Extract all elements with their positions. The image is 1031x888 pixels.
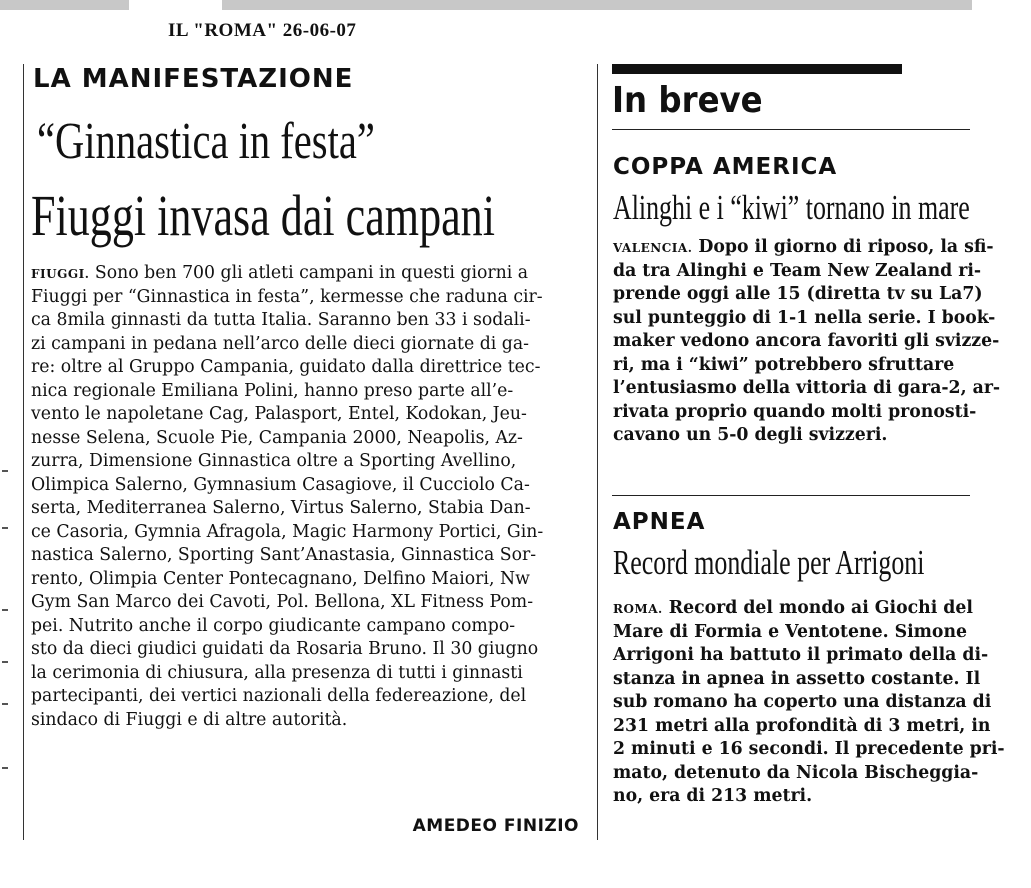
scan-tick: [2, 470, 8, 472]
body-line: l’entusiasmo della vittoria di gara-2, ar-: [613, 378, 1001, 398]
in-breve-top-bar: [612, 64, 902, 74]
body-line: prende oggi alle 15 (diretta tv su La7): [613, 284, 983, 304]
body-line: sindaco di Fiuggi e di altre autorità.: [31, 709, 348, 730]
body-line: 231 metri alla profondità di 3 metri, in: [613, 715, 991, 736]
scan-tick: [2, 527, 8, 529]
body-line: nesse Selena, Scuole Pie, Campania 2000, Neapolis, Az-: [31, 427, 523, 448]
body-line: rento, Olimpia Center Pontecagnano, Delfino Maiori, Nw: [31, 568, 530, 589]
body-line: serta, Mediterranea Salerno, Virtus Salerno, Stabia Dan-: [31, 498, 531, 518]
body-line: Arrigoni ha battuto il primato della di-: [613, 645, 989, 665]
headline-line-2: Fiuggi invasa dai campani: [31, 183, 495, 248]
body-line: ce Casoria, Gymnia Afragola, Magic Harmony Portici, Gin-: [31, 521, 544, 542]
scan-tick: [2, 767, 8, 769]
item-kicker-coppa-america: COPPA AMERICA: [613, 154, 838, 180]
item-headline-apnea: Record mondiale per Arrigoni: [613, 543, 925, 582]
article-body: [31, 262, 543, 732]
scan-tick: [2, 703, 8, 705]
body-line: zi campani in pedana nell’arco delle dieci giornate di ga-: [31, 333, 530, 354]
body-line: zurra, Dimensione Ginnastica oltre a Sporting Avellino,: [31, 451, 517, 471]
body-line: FIUGGI. Sono ben 700 gli atleti campani in questi giorni a: [31, 263, 529, 283]
scan-tick: [2, 609, 8, 611]
in-breve-title: In breve: [612, 80, 763, 121]
body-line: da tra Alinghi e Team New Zealand ri-: [613, 260, 982, 281]
body-line: ca 8mila ginnasti da tutta Italia. Saranno ben 33 i sodali-: [31, 310, 531, 330]
body-line: Olimpica Salerno, Gymnasium Casagiove, il Cucciolo Ca-: [31, 474, 530, 495]
body-line: ri, ma i “kiwi” potrebbero sfruttare: [613, 354, 955, 375]
column-divider: [597, 64, 598, 840]
body-line: Gym San Marco dei Cavoti, Pol. Bellona, XL Fitness Pom-: [31, 592, 534, 612]
body-line: pei. Nutrito anche il corpo giudicante campano compo-: [31, 615, 516, 636]
scan-tick: [2, 661, 8, 663]
scan-margin-bar-right: [222, 0, 972, 10]
body-line: sul punteggio di 1-1 nella serie. I book-: [613, 307, 996, 328]
item-separator: [612, 495, 970, 496]
dateline: VALENCIA.: [613, 241, 693, 255]
body-line: Fiuggi per “Ginnastica in festa”, kermesse che raduna cir-: [31, 286, 543, 307]
body-line: sto da dieci giudici guidati da Rosaria Bruno. Il 30 giugno: [31, 639, 539, 659]
dateline: ROMA.: [613, 602, 663, 616]
byline: AMEDEO FINIZIO: [412, 816, 579, 836]
body-line: ROMA. Record del mondo ai Giochi del: [613, 598, 973, 618]
body-line: nica regionale Emiliana Polini, hanno preso parte all’e-: [31, 380, 514, 401]
body-line: stanza in apnea in assetto costante. Il: [613, 668, 981, 689]
body-line: sub romano ha coperto una distanza di: [613, 692, 992, 712]
body-line: 2 minuti e 16 secondi. Il precedente pri-: [613, 739, 1005, 759]
body-line: re: oltre al Gruppo Campania, guidato dalla direttrice tec-: [31, 357, 541, 377]
body-line: partecipanti, dei vertici nazionali della federeazione, del: [31, 686, 527, 706]
article-kicker: LA MANIFESTAZIONE: [33, 64, 354, 94]
body-line: nastica Salerno, Sporting Sant’Anastasia, Ginnastica Sor-: [31, 545, 537, 565]
item-headline-coppa-america: Alinghi e i “kiwi” tornano in mare: [613, 188, 970, 227]
body-line: vento le napoletane Cag, Palasport, Entel, Kodokan, Jeu-: [31, 404, 527, 424]
body-line: mato, detenuto da Nicola Bischeggia-: [613, 762, 979, 783]
in-breve-rule: [612, 129, 970, 130]
body-line: no, era di 213 metri.: [613, 786, 813, 806]
item-kicker-apnea: APNEA: [613, 509, 706, 535]
body-line: Mare di Formia e Ventotene. Simone: [613, 621, 968, 642]
body-line: maker vedono ancora favoriti gli svizze-: [613, 331, 1000, 351]
item-body-apnea: [613, 597, 1005, 809]
body-line: VALENCIA. Dopo il giorno di riposo, la sfi-: [613, 237, 994, 257]
body-line: cavano un 5-0 degli svizzeri.: [613, 425, 888, 445]
source-label: IL "ROMA" 26-06-07: [168, 20, 357, 41]
body-line: la cerimonia di chiusura, alla presenza di tutti i ginnasti: [31, 662, 523, 683]
left-margin-rule: [23, 64, 24, 840]
dateline: FIUGGI.: [31, 267, 90, 281]
scan-margin-bar-left: [0, 0, 129, 10]
item-body-coppa-america: [613, 236, 1000, 448]
headline-line-1: “Ginnastica in festa”: [37, 113, 375, 170]
body-line: rivata proprio quando molti pronosti-: [613, 401, 977, 422]
